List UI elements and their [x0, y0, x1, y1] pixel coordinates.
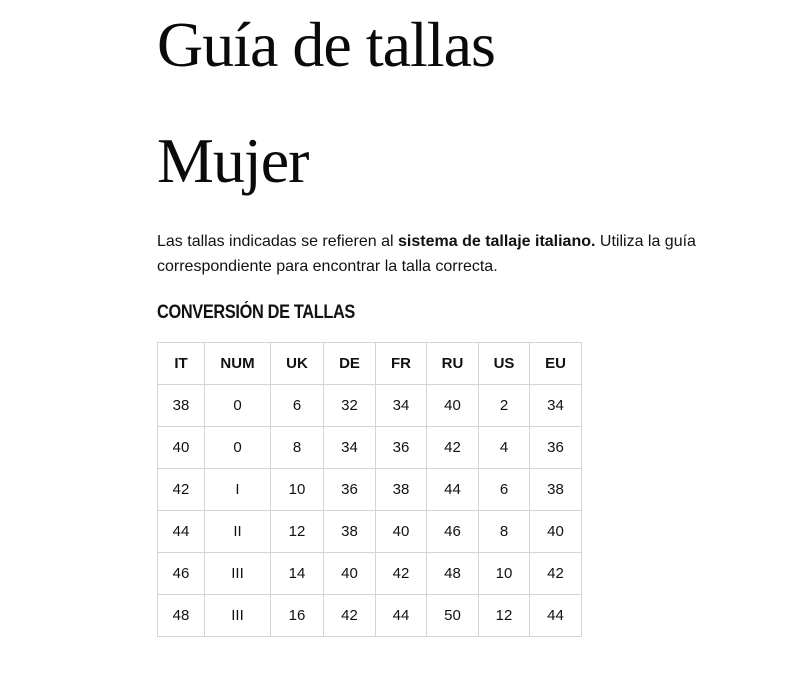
intro-text-end: Utiliza la guía correspondiente para encontrar la talla correcta. — [157, 233, 696, 275]
table-cell: 6 — [479, 469, 530, 511]
table-row — [158, 511, 582, 553]
column-header-num: NUM — [205, 343, 271, 385]
table-cell: 46 — [158, 553, 205, 595]
table-cell: III — [205, 553, 271, 595]
table-cell: 0 — [205, 427, 271, 469]
table-cell: 44 — [427, 469, 479, 511]
column-header-eu: EU — [530, 343, 582, 385]
table-cell: 42 — [324, 595, 376, 637]
table-cell: I — [205, 469, 271, 511]
table-row — [158, 595, 582, 637]
table-cell: 16 — [271, 595, 324, 637]
table-cell: 36 — [324, 469, 376, 511]
table-cell: 14 — [271, 553, 324, 595]
table-cell: 48 — [427, 553, 479, 595]
table-cell: III — [205, 595, 271, 637]
conversion-heading: CONVERSIÓN DE TALLAS — [157, 302, 355, 323]
table-cell: 40 — [324, 553, 376, 595]
table-cell: 8 — [479, 511, 530, 553]
page-subtitle: Mujer — [157, 125, 309, 196]
table-row — [158, 553, 582, 595]
table-cell: 10 — [479, 553, 530, 595]
table-cell: 42 — [376, 553, 427, 595]
size-conversion-table — [157, 342, 582, 637]
table-cell: 44 — [376, 595, 427, 637]
table-cell: 46 — [427, 511, 479, 553]
table-cell: 40 — [427, 385, 479, 427]
intro-text-bold: sistema de tallaje italiano. — [398, 233, 596, 250]
table-row — [158, 427, 582, 469]
table-row — [158, 469, 582, 511]
table-cell: 8 — [271, 427, 324, 469]
table-cell: 32 — [324, 385, 376, 427]
column-header-ru: RU — [427, 343, 479, 385]
table-cell: 10 — [271, 469, 324, 511]
table-cell: 6 — [271, 385, 324, 427]
page-title: Guía de tallas — [157, 9, 495, 80]
table-cell: 42 — [427, 427, 479, 469]
table-cell: 38 — [376, 469, 427, 511]
table-cell: 38 — [324, 511, 376, 553]
table-cell: 40 — [158, 427, 205, 469]
table-header-row — [158, 343, 582, 385]
table-cell: 44 — [158, 511, 205, 553]
table-cell: 40 — [376, 511, 427, 553]
table-cell: 2 — [479, 385, 530, 427]
column-header-fr: FR — [376, 343, 427, 385]
table-cell: 34 — [530, 385, 582, 427]
table-cell: 44 — [530, 595, 582, 637]
table-cell: 42 — [530, 553, 582, 595]
column-header-de: DE — [324, 343, 376, 385]
intro-paragraph — [157, 229, 737, 279]
table-cell: 0 — [205, 385, 271, 427]
column-header-uk: UK — [271, 343, 324, 385]
table-row — [158, 385, 582, 427]
table-cell: 50 — [427, 595, 479, 637]
table-cell: 42 — [158, 469, 205, 511]
intro-text-start: Las tallas indicadas se refieren al — [157, 233, 399, 250]
table-cell: 34 — [324, 427, 376, 469]
table-cell: II — [205, 511, 271, 553]
table-cell: 34 — [376, 385, 427, 427]
table-cell: 12 — [479, 595, 530, 637]
column-header-it: IT — [158, 343, 205, 385]
table-cell: 4 — [479, 427, 530, 469]
table-cell: 36 — [530, 427, 582, 469]
table-cell: 38 — [530, 469, 582, 511]
table-cell: 38 — [158, 385, 205, 427]
column-header-us: US — [479, 343, 530, 385]
table-cell: 12 — [271, 511, 324, 553]
table-cell: 40 — [530, 511, 582, 553]
table-cell: 48 — [158, 595, 205, 637]
table-cell: 36 — [376, 427, 427, 469]
